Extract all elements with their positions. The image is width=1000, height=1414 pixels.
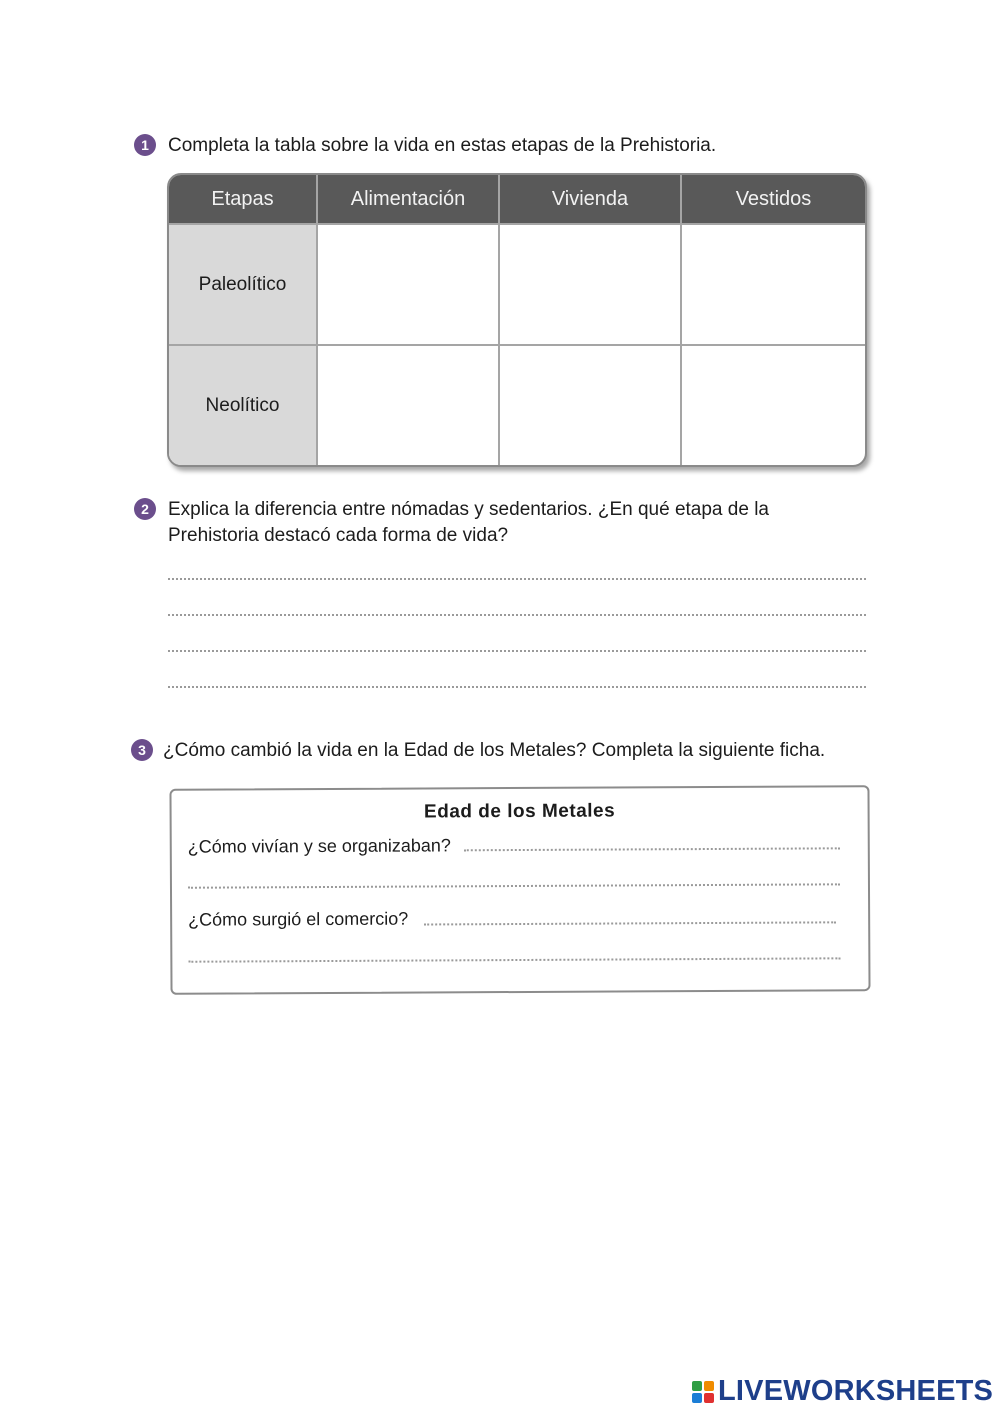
answer-line-4[interactable]	[168, 686, 866, 688]
cell-paleolitico-alimentacion[interactable]	[317, 224, 499, 345]
answer-line-1[interactable]	[168, 578, 866, 580]
card-answer-line-1b[interactable]	[188, 883, 840, 888]
liveworksheets-logo	[692, 1375, 993, 1408]
card-title: Edad de los Metales	[423, 800, 616, 823]
question-2-line-1: Explica la diferencia entre nómadas y sedentarios. ¿En qué etapa de la	[168, 499, 769, 520]
card-question-2: ¿Cómo surgió el comercio?	[188, 908, 409, 930]
cell-neolitico-vivienda[interactable]	[499, 345, 681, 466]
cell-paleolitico-vestidos[interactable]	[681, 224, 865, 345]
metal-age-card	[169, 785, 870, 995]
question-3-text: ¿Cómo cambió la vida en la Edad de los Metales? Completa la siguiente ficha.	[163, 740, 826, 761]
answer-line-3[interactable]	[168, 650, 866, 652]
question-2-text	[168, 497, 769, 549]
question-number-3: 3	[131, 739, 153, 761]
answer-line-2[interactable]	[168, 614, 866, 616]
card-answer-line-2b[interactable]	[188, 957, 840, 962]
row-neolitico: Neolítico	[169, 345, 317, 466]
card-answer-line-2a[interactable]	[424, 921, 836, 925]
question-2	[134, 497, 769, 549]
question-2-line-2: Prehistoria destacó cada forma de vida?	[168, 525, 509, 546]
question-number-2: 2	[134, 498, 156, 520]
row-paleolitico: Paleolítico	[169, 224, 317, 345]
question-number-1: 1	[134, 134, 156, 156]
card-answer-line-1a[interactable]	[464, 847, 840, 851]
card-question-1: ¿Cómo vivían y se organizaban?	[187, 835, 451, 857]
cell-neolitico-vestidos[interactable]	[681, 345, 865, 466]
question-1	[134, 133, 716, 159]
header-vivienda: Vivienda	[499, 175, 681, 224]
logo-text: LIVEWORKSHEETS	[718, 1375, 994, 1407]
header-vestidos: Vestidos	[681, 175, 865, 224]
cell-paleolitico-vivienda[interactable]	[499, 224, 681, 345]
logo-grid-icon	[692, 1381, 714, 1403]
question-1-text: Completa la tabla sobre la vida en estas etapas de la Prehistoria.	[168, 135, 717, 156]
prehistory-table	[167, 173, 867, 467]
cell-neolitico-alimentacion[interactable]	[317, 345, 499, 466]
header-alimentacion: Alimentación	[317, 175, 499, 224]
header-etapas: Etapas	[169, 175, 317, 224]
question-3	[131, 738, 825, 764]
